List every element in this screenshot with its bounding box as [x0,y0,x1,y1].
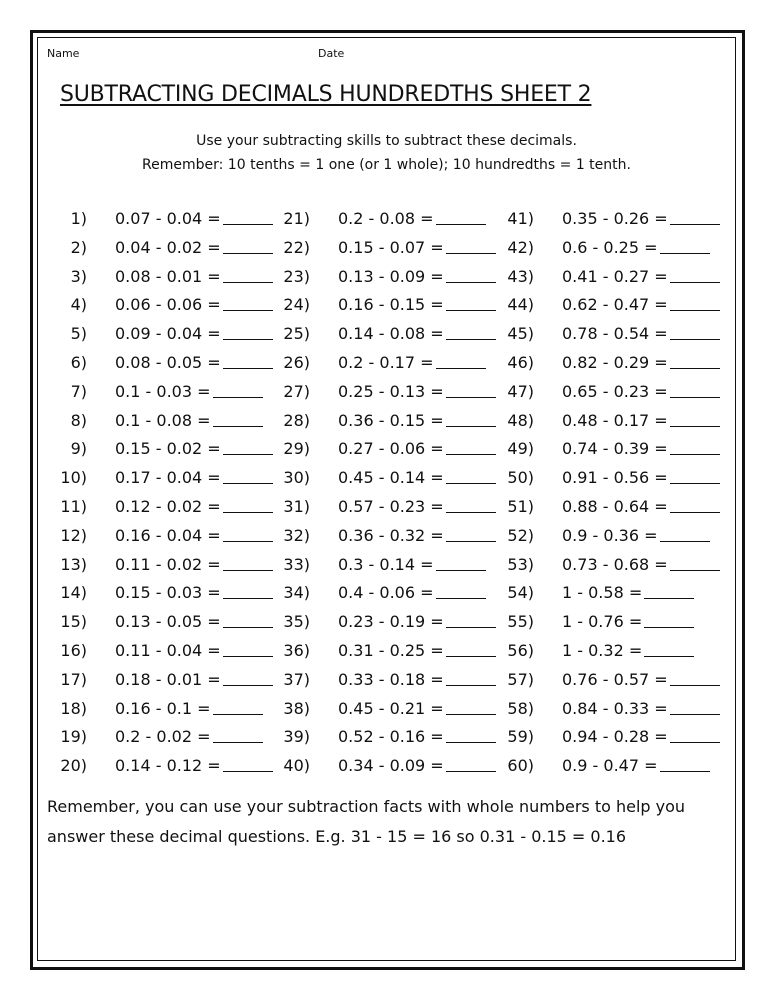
problem-row [60,234,273,263]
problem-number: 28) [283,410,310,430]
problem-row [283,723,496,752]
problem-number: 46) [507,352,534,372]
problem-expression: 0.08 - 0.05 = [115,352,221,372]
problem-row [507,320,720,349]
problem-row [507,407,720,436]
problem-number: 14) [60,583,87,603]
problem-row [507,752,720,781]
answer-blank[interactable] [223,613,273,628]
problem-number: 45) [507,324,534,344]
problem-number: 58) [507,698,534,718]
problem-row [60,637,273,666]
problem-expression: 0.4 - 0.06 = [338,583,434,603]
problem-expression: 0.2 - 0.02 = [115,727,211,747]
problem-expression: 0.23 - 0.19 = [338,612,444,632]
problem-expression: 0.06 - 0.06 = [115,295,221,315]
problem-number: 20) [60,756,87,776]
answer-blank[interactable] [223,757,273,772]
answer-blank[interactable] [223,671,273,686]
problem-number: 40) [283,756,310,776]
problem-number: 22) [283,237,310,257]
answer-blank[interactable] [223,325,273,340]
problem-row [507,464,720,493]
problem-expression: 0.36 - 0.32 = [338,525,444,545]
problem-number: 13) [60,554,87,574]
problem-number: 26) [283,352,310,372]
problem-row [507,263,720,292]
problem-expression: 0.45 - 0.21 = [338,698,444,718]
problem-number: 7) [70,381,87,401]
answer-blank[interactable] [223,527,273,542]
answer-blank[interactable] [446,268,496,283]
problem-row [507,234,720,263]
problem-expression: 0.45 - 0.14 = [338,468,444,488]
problem-row [283,349,496,378]
problem-row [507,551,720,580]
problem-row [60,320,273,349]
problem-expression: 0.13 - 0.09 = [338,266,444,286]
problem-expression: 0.6 - 0.25 = [562,237,658,257]
answer-blank[interactable] [446,325,496,340]
problem-expression: 1 - 0.58 = [562,583,643,603]
answer-blank[interactable] [670,671,720,686]
problem-number: 60) [507,756,534,776]
problem-expression: 0.17 - 0.04 = [115,468,221,488]
problem-expression: 0.14 - 0.08 = [338,324,444,344]
problem-row [507,608,720,637]
problem-expression: 0.3 - 0.14 = [338,554,434,574]
problem-expression: 0.08 - 0.01 = [115,266,221,286]
problem-expression: 0.1 - 0.03 = [115,381,211,401]
footer-line-1: Remember, you can use your subtraction facts with whole numbers to help you [47,797,686,816]
problem-number: 50) [507,468,534,488]
problem-expression: 0.62 - 0.47 = [562,295,668,315]
problem-number: 29) [283,439,310,459]
answer-blank[interactable] [670,210,720,225]
problem-row [60,579,273,608]
problem-expression: 0.91 - 0.56 = [562,468,668,488]
problem-expression: 1 - 0.32 = [562,640,643,660]
problem-expression: 0.27 - 0.06 = [338,439,444,459]
answer-blank[interactable] [670,354,720,369]
problem-number: 3) [70,266,87,286]
problem-row [507,695,720,724]
problem-number: 18) [60,698,87,718]
answer-blank[interactable] [670,556,720,571]
problem-column-2 [283,205,496,781]
problem-expression: 0.14 - 0.12 = [115,756,221,776]
problem-expression: 0.76 - 0.57 = [562,669,668,689]
answer-blank[interactable] [446,613,496,628]
answer-blank[interactable] [446,440,496,455]
problem-number: 8) [70,410,87,430]
answer-blank[interactable] [446,700,496,715]
problem-row [283,522,496,551]
problem-row [283,752,496,781]
problem-number: 5) [70,324,87,344]
problem-row [507,435,720,464]
problem-number: 57) [507,669,534,689]
problem-number: 52) [507,525,534,545]
problem-number: 25) [283,324,310,344]
problem-expression: 0.34 - 0.09 = [338,756,444,776]
answer-blank[interactable] [223,498,273,513]
problem-row [283,378,496,407]
problem-number: 10) [60,468,87,488]
problem-number: 49) [507,439,534,459]
problem-expression: 0.74 - 0.39 = [562,439,668,459]
answer-blank[interactable] [223,268,273,283]
problem-row [60,522,273,551]
problem-number: 48) [507,410,534,430]
answer-blank[interactable] [670,469,720,484]
date-label: Date [318,47,345,60]
answer-blank[interactable] [446,498,496,513]
problem-number: 31) [283,496,310,516]
answer-blank[interactable] [670,296,720,311]
problem-expression: 0.04 - 0.02 = [115,237,221,257]
problem-number: 38) [283,698,310,718]
problem-number: 59) [507,727,534,747]
answer-blank[interactable] [436,210,486,225]
problem-row [60,464,273,493]
problem-row [507,579,720,608]
problem-number: 55) [507,612,534,632]
problem-row [60,666,273,695]
problem-expression: 0.9 - 0.36 = [562,525,658,545]
answer-blank[interactable] [644,642,694,657]
problem-expression: 0.73 - 0.68 = [562,554,668,574]
problem-number: 23) [283,266,310,286]
problem-expression: 0.16 - 0.1 = [115,698,211,718]
answer-blank[interactable] [670,325,720,340]
problem-expression: 0.2 - 0.08 = [338,209,434,228]
problem-expression: 0.9 - 0.47 = [562,756,658,776]
problem-row [60,551,273,580]
problem-row [283,666,496,695]
answer-blank[interactable] [436,584,486,599]
problem-expression: 0.16 - 0.15 = [338,295,444,315]
problem-number: 42) [507,237,534,257]
problem-row [283,320,496,349]
problem-row [60,349,273,378]
answer-blank[interactable] [436,556,486,571]
problem-row [507,493,720,522]
problem-expression: 0.82 - 0.29 = [562,352,668,372]
problem-number: 34) [283,583,310,603]
problem-row [283,205,496,234]
problem-number: 35) [283,612,310,632]
problem-row [507,723,720,752]
problem-row [283,551,496,580]
problem-number: 16) [60,640,87,660]
problem-row [507,637,720,666]
problem-number: 37) [283,669,310,689]
problem-number: 15) [60,612,87,632]
problem-row [283,407,496,436]
footer-line-2: answer these decimal questions. E.g. 31 - 15 = 16 so 0.31 - 0.15 = 0.16 [47,827,627,846]
answer-blank[interactable] [223,354,273,369]
answer-blank[interactable] [223,296,273,311]
answer-blank[interactable] [670,383,720,398]
problem-row [283,263,496,292]
problem-number: 6) [70,352,87,372]
problem-row [507,205,720,234]
problem-expression: 0.94 - 0.28 = [562,727,668,747]
problem-expression: 0.2 - 0.17 = [338,352,434,372]
problem-number: 47) [507,381,534,401]
problem-row [283,637,496,666]
problem-row [283,464,496,493]
answer-blank[interactable] [446,296,496,311]
problem-expression: 0.07 - 0.04 = [115,209,221,228]
problem-expression: 0.78 - 0.54 = [562,324,668,344]
problem-number: 17) [60,669,87,689]
problem-row [283,493,496,522]
answer-blank[interactable] [436,354,486,369]
problem-row [60,263,273,292]
answer-blank[interactable] [213,700,263,715]
answer-blank[interactable] [670,440,720,455]
answer-blank[interactable] [446,383,496,398]
answer-blank[interactable] [660,527,710,542]
problem-row [60,608,273,637]
problem-row [60,205,273,234]
problem-row [283,608,496,637]
problem-row [507,666,720,695]
problem-row [60,723,273,752]
answer-blank[interactable] [446,469,496,484]
instruction-line-2: Remember: 10 tenths = 1 one (or 1 whole); 10 hundredths = 1 tenth. [142,157,631,173]
answer-blank[interactable] [213,728,263,743]
answer-blank[interactable] [213,383,263,398]
problem-row [60,752,273,781]
problem-row [283,291,496,320]
answer-blank[interactable] [446,527,496,542]
answer-blank[interactable] [446,412,496,427]
problem-expression: 0.16 - 0.04 = [115,525,221,545]
answer-blank[interactable] [223,210,273,225]
worksheet-title: SUBTRACTING DECIMALS HUNDREDTHS SHEET 2 [60,82,592,107]
problem-expression: 0.15 - 0.07 = [338,237,444,257]
problem-expression: 0.57 - 0.23 = [338,496,444,516]
problem-number: 2) [70,237,87,257]
problem-expression: 0.33 - 0.18 = [338,669,444,689]
problem-number: 21) [283,209,310,228]
problem-number: 56) [507,640,534,660]
problem-row [283,579,496,608]
answer-blank[interactable] [223,556,273,571]
problem-expression: 0.11 - 0.02 = [115,554,221,574]
problem-row [60,493,273,522]
problem-expression: 0.35 - 0.26 = [562,209,668,228]
problem-number: 51) [507,496,534,516]
answer-blank[interactable] [670,700,720,715]
problem-expression: 0.31 - 0.25 = [338,640,444,660]
problem-expression: 0.18 - 0.01 = [115,669,221,689]
problem-number: 41) [507,209,534,228]
problem-expression: 0.11 - 0.04 = [115,640,221,660]
problem-expression: 0.15 - 0.02 = [115,439,221,459]
problem-number: 43) [507,266,534,286]
problem-number: 24) [283,295,310,315]
answer-blank[interactable] [660,239,710,254]
problem-row [60,378,273,407]
problem-expression: 0.12 - 0.02 = [115,496,221,516]
answer-blank[interactable] [223,642,273,657]
instruction-line-1: Use your subtracting skills to subtract these decimals. [196,133,577,149]
problem-expression: 0.52 - 0.16 = [338,727,444,747]
problem-expression: 0.25 - 0.13 = [338,381,444,401]
answer-blank[interactable] [223,469,273,484]
problem-number: 12) [60,525,87,545]
problem-column-1 [60,205,273,781]
problem-row [283,234,496,263]
problem-row [283,435,496,464]
problem-expression: 0.36 - 0.15 = [338,410,444,430]
problem-number: 11) [60,496,87,516]
answer-blank[interactable] [446,671,496,686]
problem-row [507,349,720,378]
answer-blank[interactable] [670,498,720,513]
answer-blank[interactable] [223,584,273,599]
problem-row [507,378,720,407]
problem-number: 32) [283,525,310,545]
answer-blank[interactable] [670,268,720,283]
name-label: Name [47,47,80,60]
problem-number: 39) [283,727,310,747]
answer-blank[interactable] [670,412,720,427]
answer-blank[interactable] [660,757,710,772]
answer-blank[interactable] [213,412,263,427]
footer-note [47,792,727,852]
problem-number: 54) [507,583,534,603]
problem-expression: 0.1 - 0.08 = [115,410,211,430]
problem-expression: 0.41 - 0.27 = [562,266,668,286]
answer-blank[interactable] [644,613,694,628]
problem-expression: 0.48 - 0.17 = [562,410,668,430]
problem-row [507,522,720,551]
problem-expression: 0.15 - 0.03 = [115,583,221,603]
problem-expression: 0.88 - 0.64 = [562,496,668,516]
problem-row [283,695,496,724]
answer-blank[interactable] [223,440,273,455]
problem-number: 4) [70,295,87,315]
answer-blank[interactable] [644,584,694,599]
answer-blank[interactable] [446,757,496,772]
problem-row [60,695,273,724]
problem-number: 9) [70,439,87,459]
problem-expression: 0.13 - 0.05 = [115,612,221,632]
problem-row [60,407,273,436]
problem-number: 27) [283,381,310,401]
problem-column-3 [507,205,720,781]
problem-expression: 1 - 0.76 = [562,612,643,632]
problem-number: 36) [283,640,310,660]
answer-blank[interactable] [446,239,496,254]
problem-row [60,291,273,320]
problem-expression: 0.84 - 0.33 = [562,698,668,718]
problem-number: 30) [283,468,310,488]
problem-expression: 0.65 - 0.23 = [562,381,668,401]
problem-number: 44) [507,295,534,315]
answer-blank[interactable] [446,728,496,743]
answer-blank[interactable] [670,728,720,743]
answer-blank[interactable] [446,642,496,657]
problem-row [60,435,273,464]
problem-expression: 0.09 - 0.04 = [115,324,221,344]
problem-number: 33) [283,554,310,574]
answer-blank[interactable] [223,239,273,254]
problem-row [507,291,720,320]
problem-number: 1) [70,209,87,228]
problem-number: 53) [507,554,534,574]
problem-number: 19) [60,727,87,747]
